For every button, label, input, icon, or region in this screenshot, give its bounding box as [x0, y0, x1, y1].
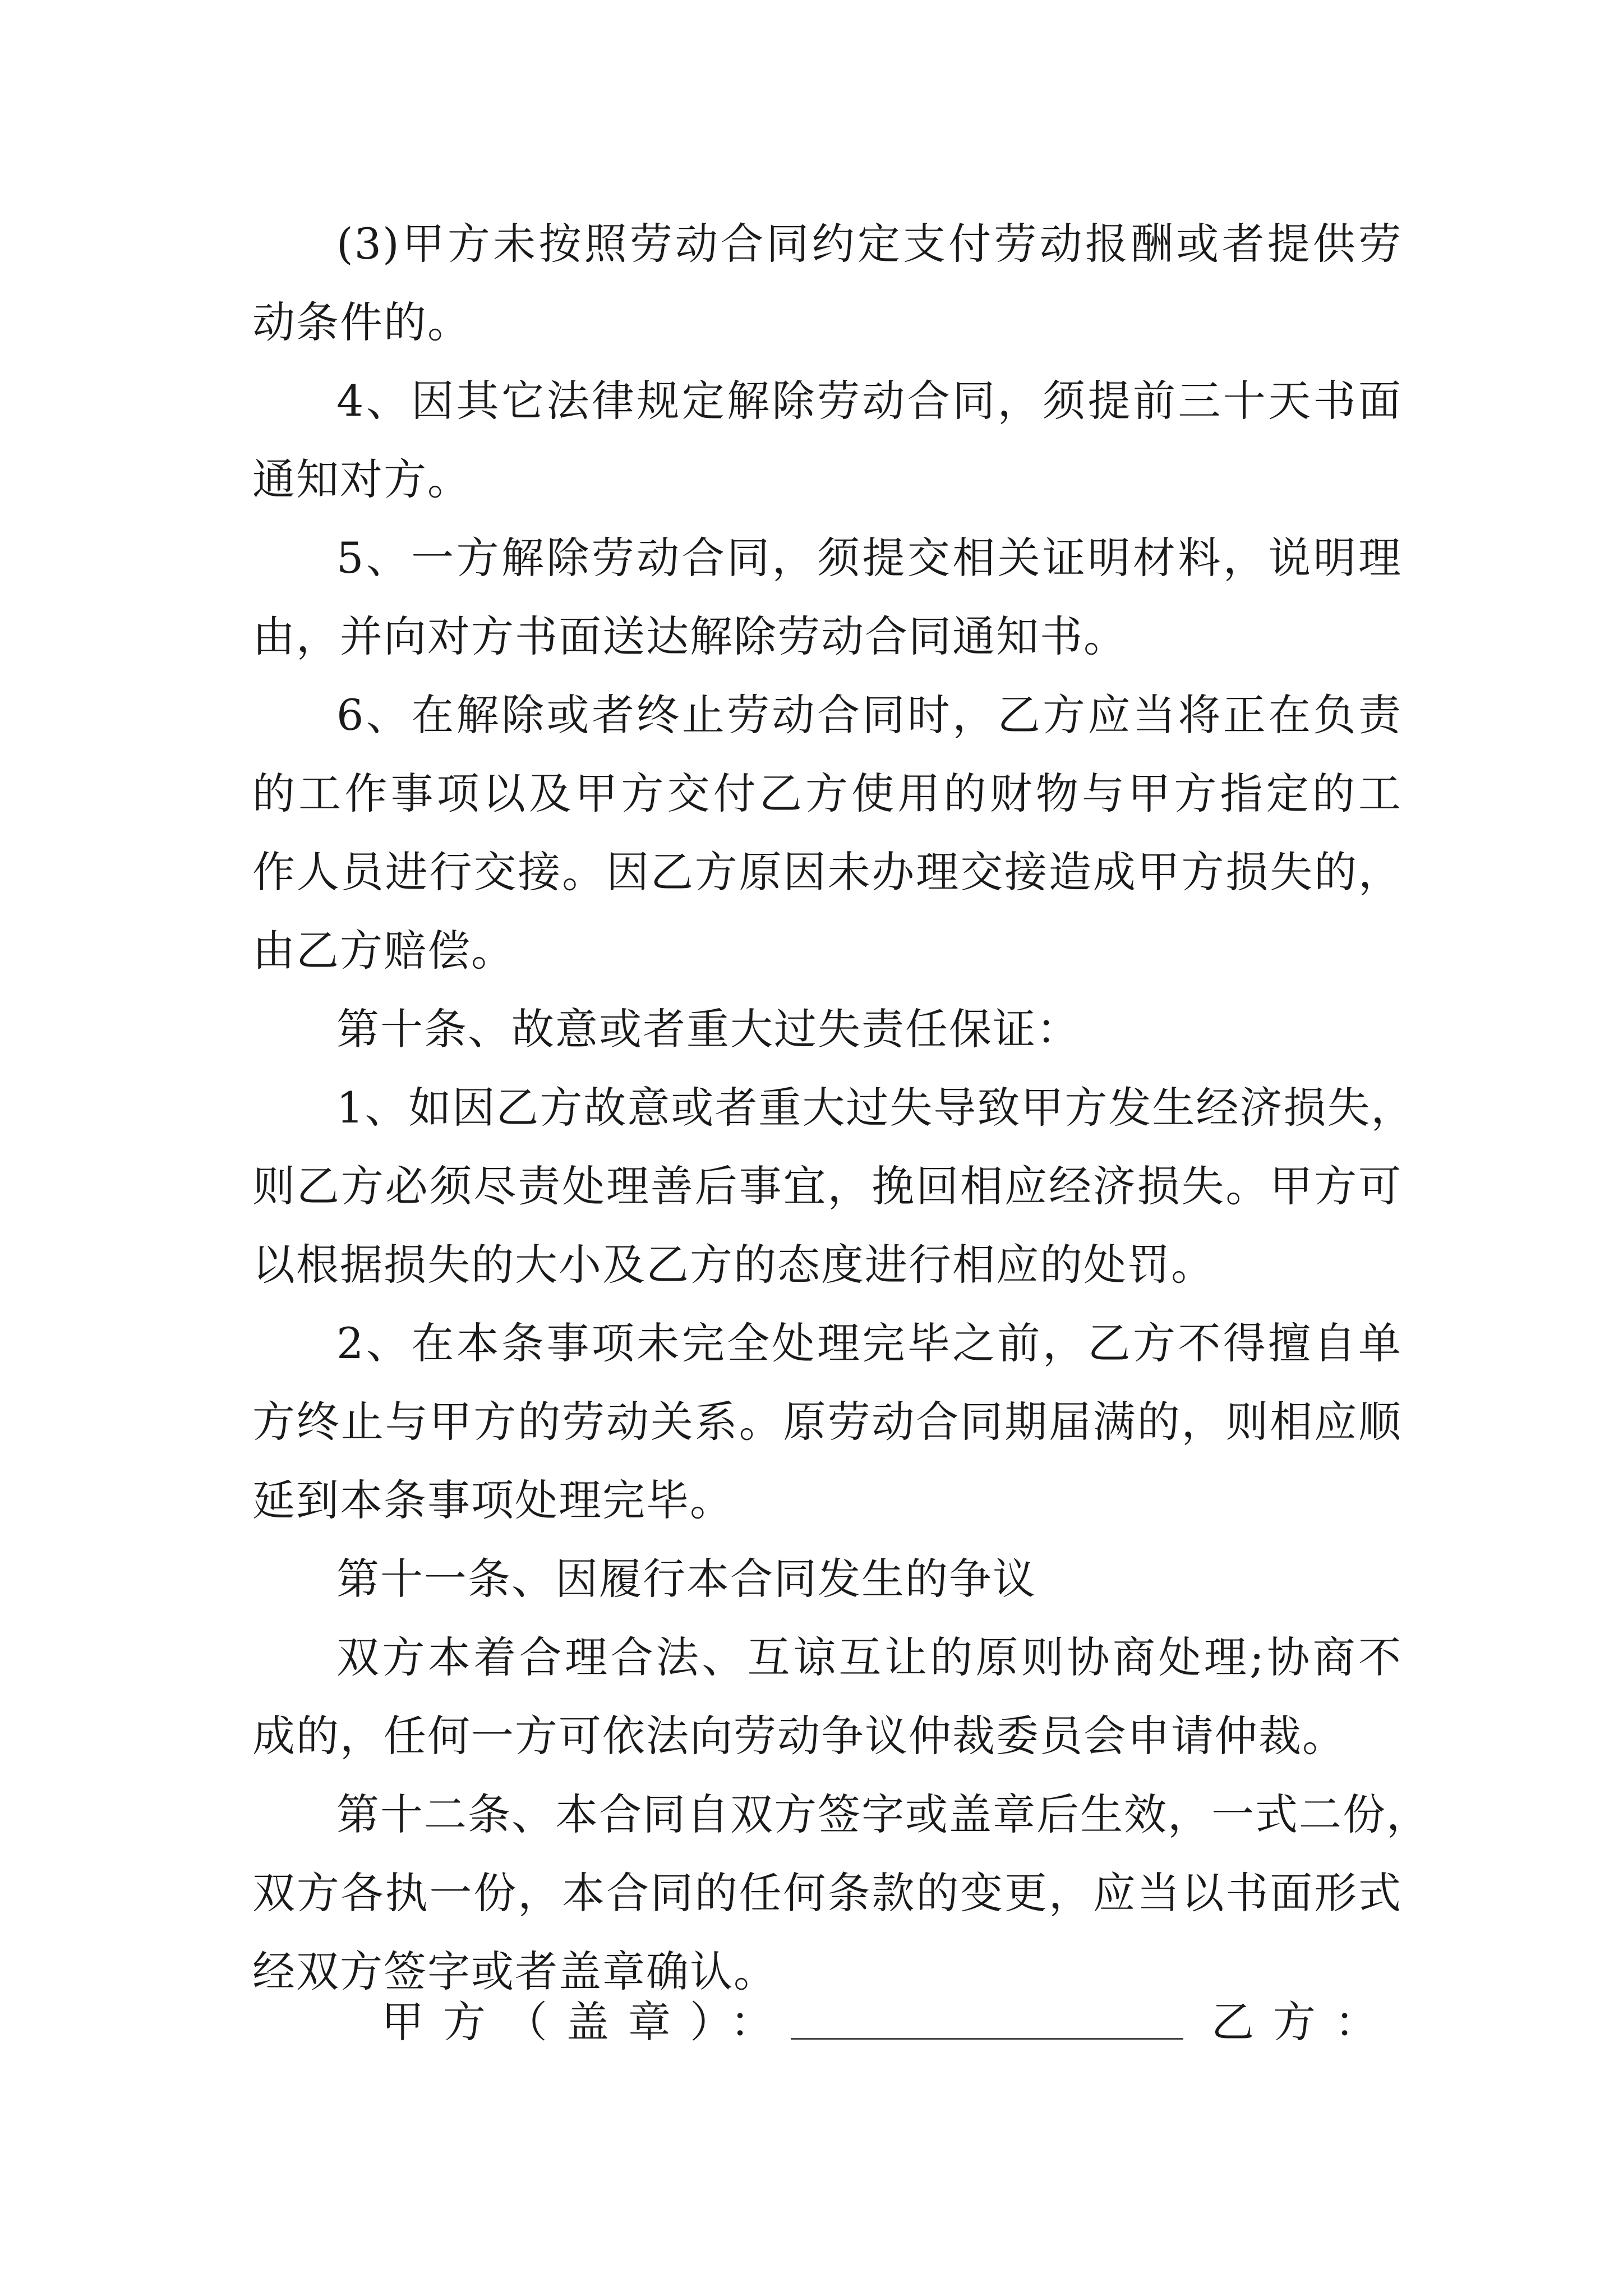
signature-row [0, 1994, 1623, 2056]
section-heading: 第十一条、因履行本合同发生的争议 [336, 1554, 1036, 1604]
paragraph-line: 经双方签字或者盖章确认。 [252, 1947, 777, 1996]
paragraph-line: 第十二条、本合同自双方签字或盖章后生效，一式二份， [336, 1789, 1430, 1839]
party-b-label: 乙方： [1211, 1997, 1396, 2047]
paragraph-line: 5、一方解除劳动合同，须提交相关证明材料，说明理 [336, 533, 1402, 583]
section-heading: 第十条、故意或者重大过失责任保证： [336, 1004, 1080, 1054]
paragraph-line: 延到本条事项处理完毕。 [252, 1475, 734, 1525]
party-a-label: 甲方（盖章）： [381, 1997, 792, 2047]
paragraph-line: 则乙方必须尽责处理善后事宜，挽回相应经济损失。甲方可 [252, 1161, 1402, 1211]
paragraph-line: 方终止与甲方的劳动关系。原劳动合同期届满的，则相应顺 [252, 1397, 1402, 1447]
paragraph-line: 由，并向对方书面送达解除劳动合同通知书。 [252, 611, 1127, 661]
paragraph-line: 2、在本条事项未完全处理完毕之前，乙方不得擅自单 [336, 1318, 1402, 1368]
paragraph-line: 作人员进行交接。因乙方原因未办理交接造成甲方损失的， [252, 847, 1402, 897]
paragraph-line: 的工作事项以及甲方交付乙方使用的财物与甲方指定的工 [252, 769, 1402, 818]
paragraph-line: 由乙方赔偿。 [252, 926, 515, 976]
paragraph-line: 双方各执一份，本合同的任何条款的变更，应当以书面形式 [252, 1868, 1402, 1918]
paragraph-line: 双方本着合理合法、互谅互让的原则协商处理;协商不 [336, 1632, 1402, 1682]
paragraph-line: (3)甲方未按照劳动合同约定支付劳动报酬或者提供劳 [336, 219, 1402, 269]
paragraph-line: 动条件的。 [252, 297, 471, 347]
paragraph-line: 以根据损失的大小及乙方的态度进行相应的处罚。 [252, 1240, 1215, 1290]
paragraph-line: 4、因其它法律规定解除劳动合同，须提前三十天书面 [336, 376, 1402, 426]
paragraph-line: 成的，任何一方可依法向劳动争议仲裁委员会申请仲裁。 [252, 1711, 1346, 1761]
signature-blank-line [791, 2038, 1183, 2040]
paragraph-line: 6、在解除或者终止劳动合同时，乙方应当将正在负责 [336, 690, 1402, 740]
paragraph-line: 1、如因乙方故意或者重大过失导致甲方发生经济损失， [336, 1083, 1415, 1133]
paragraph-line: 通知对方。 [252, 454, 471, 504]
